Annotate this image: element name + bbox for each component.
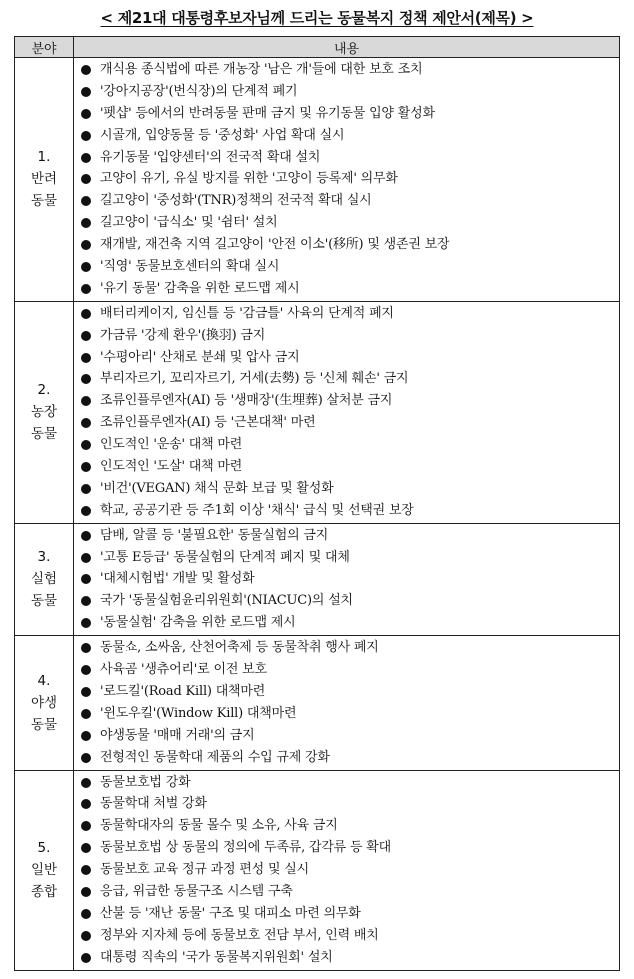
list-item: 동물학대 처벌 강화 [78,793,619,815]
section-number: 4. [37,672,51,689]
section-category-cell [15,636,74,770]
list-item: 가금류 '강제 환우'(換羽) 금지 [78,325,619,347]
list-item: 조류인플루엔자(AI) 등 '근본대책' 마련 [78,412,619,434]
list-item: 배터리케이지, 임신틀 등 '감금틀' 사육의 단계적 폐지 [78,303,619,325]
section-item-list [74,636,619,769]
list-item: 학교, 공공기관 등 주1회 이상 '채식' 급식 및 선택권 보장 [78,500,619,522]
section-name-line1: 반려 [30,171,58,188]
header-category: 분야 [15,37,74,58]
header-content: 내용 [74,37,620,58]
section-item-list [74,302,619,523]
list-item: 길고양이 '급식소' 및 '쉼터' 설치 [78,212,619,234]
section-category-cell [15,301,74,523]
list-item: 개식용 종식법에 따른 개농장 '남은 개'들에 대한 보호 조치 [78,59,619,81]
section-items-cell [74,770,620,970]
list-item: 시골개, 입양동물 등 '중성화' 사업 확대 실시 [78,125,619,147]
list-item: 동물쇼, 소싸움, 산천어축제 등 동물착취 행사 폐지 [78,637,619,659]
section-number: 3. [37,549,51,566]
section-name-line1: 실험 [30,571,58,588]
list-item: 응급, 위급한 동물구조 시스템 구축 [78,881,619,903]
section-items-cell [74,58,620,302]
section-name-line1: 일반 [30,862,58,878]
list-item: 야생동물 '매매 거래'의 금지 [78,725,619,747]
list-item: '수평아리' 산채로 분쇄 및 압사 금지 [78,347,619,369]
table-header-row [15,37,620,58]
section-items-cell [74,301,620,523]
list-item: 동물보호 교육 정규 과정 편성 및 실시 [78,859,619,881]
document-title: < 제21대 대통령후보자님께 드리는 동물복지 정책 제안서(제목) > [100,9,534,27]
list-item: 동물학대자의 동물 몰수 및 소유, 사육 금지 [78,815,619,837]
list-item: 담배, 알콜 등 '불필요한' 동물실험의 금지 [78,525,619,547]
table-body [15,58,620,971]
section-name-line2: 동물 [30,716,58,733]
list-item: 사육곰 '생츄어리'로 이전 보호 [78,659,619,681]
section-name-line1: 야생 [30,694,58,711]
section-number: 1. [37,149,51,166]
section-number: 2. [37,382,51,399]
proposal-table [14,36,620,971]
section-category-cell [15,523,74,635]
list-item: '로드킬'(Road Kill) 대책마련 [78,681,619,703]
list-item: '직영' 동물보호센터의 확대 실시 [78,256,619,278]
list-item: 국가 '동물실험윤리위원회'(NIACUC)의 설치 [78,590,619,612]
list-item: 조류인플루엔자(AI) 등 '생매장'(生埋葬) 살처분 금지 [78,390,619,412]
list-item: 고양이 유기, 유실 방지를 위한 '고양이 등록제' 의무화 [78,168,619,190]
section-name-line2: 종합 [30,884,58,900]
section-item-list [74,771,619,970]
list-item: '비건'(VEGAN) 채식 문화 보급 및 활성화 [78,478,619,500]
list-item: 대통령 직속의 '국가 동물복지위원회' 설치 [78,947,619,969]
section-row [15,58,620,302]
list-item: 동물보호법 상 동물의 정의에 두족류, 갑각류 등 확대 [78,837,619,859]
section-row [15,301,620,523]
list-item: '윈도우킬'(Window Kill) 대책마련 [78,703,619,725]
section-name-line2: 동물 [30,426,58,443]
section-name-line1: 농장 [30,404,58,421]
list-item: 재개발, 재건축 지역 길고양이 '안전 이소'(移所) 및 생존권 보장 [78,234,619,256]
section-number: 5. [37,840,51,856]
section-name-line2: 동물 [30,193,58,210]
section-row [15,636,620,770]
list-item: 인도적인 '도살' 대책 마련 [78,456,619,478]
list-item: '고통 E등급' 동물실험의 단계적 폐지 및 대체 [78,547,619,569]
list-item: 정부와 지자체 등에 동물보호 전담 부서, 인력 배치 [78,925,619,947]
list-item: '유기 동물' 감축을 위한 로드맵 제시 [78,278,619,300]
section-item-list [74,524,619,635]
list-item: 동물보호법 강화 [78,772,619,794]
list-item: '펫샵' 등에서의 반려동물 판매 금지 및 유기동물 입양 활성화 [78,103,619,125]
section-name-line2: 동물 [30,593,58,610]
section-row [15,523,620,635]
section-row [15,770,620,970]
list-item: '동물실험' 감축을 위한 로드맵 제시 [78,612,619,634]
section-category-cell [15,58,74,302]
list-item: '대체시험법' 개발 및 활성화 [78,568,619,590]
list-item: 산불 등 '재난 동물' 구조 및 대피소 마련 의무화 [78,903,619,925]
section-items-cell [74,523,620,635]
list-item: 유기동물 '입양센터'의 전국적 확대 설치 [78,147,619,169]
section-items-cell [74,636,620,770]
list-item: 부리자르기, 꼬리자르기, 거세(去勢) 등 '신체 훼손' 금지 [78,368,619,390]
list-item: 인도적인 '운송' 대책 마련 [78,434,619,456]
section-item-list [74,58,619,301]
list-item: '강아지공장'(번식장)의 단계적 폐기 [78,81,619,103]
section-category-cell [15,770,74,970]
list-item: 길고양이 '중성화'(TNR)정책의 전국적 확대 실시 [78,190,619,212]
list-item: 전형적인 동물학대 제품의 수입 규제 강화 [78,747,619,769]
